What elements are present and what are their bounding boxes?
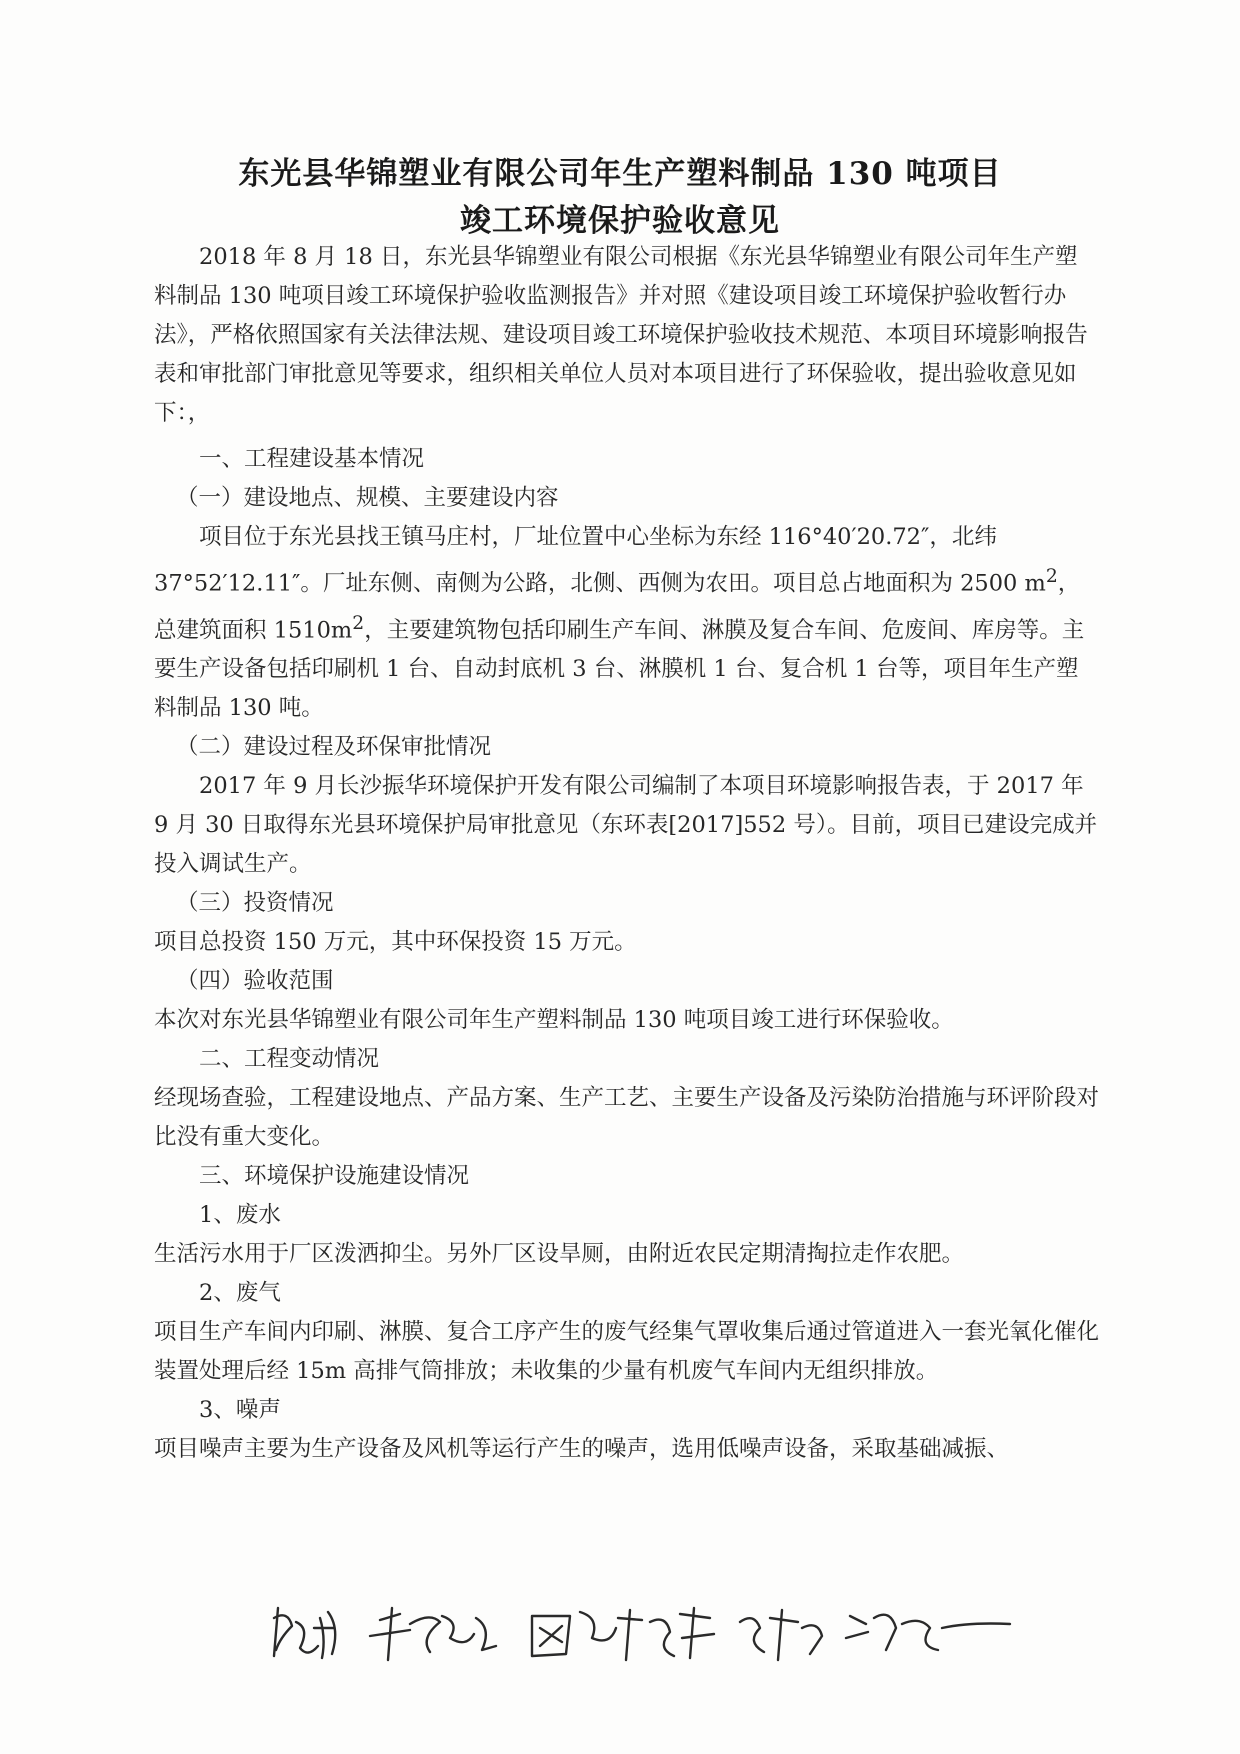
section-3-3-paragraph: 项目噪声主要为生产设备及风机等运行产生的噪声，选用低噪声设备，采取基础减振、 xyxy=(154,1436,1010,1462)
section-3-1-paragraph: 生活污水用于厂区泼洒抑尘。另外厂区设旱厕，由附近农民定期清掏拉走作农肥。 xyxy=(154,1241,965,1267)
section-1-2-heading: （二）建设过程及环保审批情况 xyxy=(176,734,492,760)
section-1-1-text-a: 项目位于东光县找王镇马庄村，厂址位置中心坐标为东经 116°40′20.72″，北纬 37°52′12.11″。厂址东侧、南侧为公路，北侧、西侧为农田。项目总占地面积为 2500 m xyxy=(154,524,1046,597)
section-3-3-heading: 3、噪声 xyxy=(199,1397,281,1423)
intro-paragraph: 2018 年 8 月 18 日，东光县华锦塑业有限公司根据《东光县华锦塑业有限公司年生产塑料制品 130 吨项目竣工环境保护验收监测报告》并对照《建设项目竣工环境保护验收暂行办法》，严格依照国家有关法律法规、建设项目竣工环境保护验收技术规范、本项目环境影响报告表和审批部门审批意见等要求，组织相关单位人员对本项目进行了环保验收，提出验收意见如下：， xyxy=(154,244,1088,426)
section-1-4-paragraph: 本次对东光县华锦塑业有限公司年生产塑料制品 130 吨项目竣工进行环保验收。 xyxy=(154,1007,954,1033)
section-1-1-text-b: ，总建筑面积 1510m xyxy=(154,570,1081,643)
section-3-1-heading: 1、废水 xyxy=(199,1202,281,1228)
section-1-3-paragraph: 项目总投资 150 万元，其中环保投资 15 万元。 xyxy=(154,929,637,955)
section-1-2-paragraph: 2017 年 9 月长沙振华环境保护开发有限公司编制了本项目环境影响报告表，于 2017 年 9 月 30 日取得东光县环境保护局审批意见（东环表[2017]552 号）。目前，项目已建设完成并投入调试生产。 xyxy=(154,773,1098,877)
document-body xyxy=(154,238,1099,1469)
section-1-3-heading: （三）投资情况 xyxy=(176,890,334,916)
section-3-2-heading: 2、废气 xyxy=(199,1280,281,1306)
section-1-1-text-c: ，主要建筑物包括印刷生产车间、淋膜及复合车间、危废间、库房等。主要生产设备包括印刷机 1 台、自动封底机 3 台、淋膜机 1 台、复合机 1 台等，项目年生产塑料制品 130 吨。 xyxy=(154,617,1085,721)
document-title-line-2: 竣工环境保护验收意见 xyxy=(460,203,780,239)
section-1-1-paragraph xyxy=(154,518,1099,728)
superscript-2: 2 xyxy=(352,612,365,634)
section-1-1-heading: （一）建设地点、规模、主要建设内容 xyxy=(176,485,559,511)
section-3-2-paragraph: 项目生产车间内印刷、淋膜、复合工序产生的废气经集气罩收集后通过管道进入一套光氧化催化装置处理后经 15m 高排气筒排放；未收集的少量有机废气车间内无组织排放。 xyxy=(154,1319,1100,1384)
section-2-heading: 二、工程变动情况 xyxy=(199,1046,380,1072)
section-2-paragraph: 经现场查验，工程建设地点、产品方案、生产工艺、主要生产设备及污染防治措施与环评阶段对比没有重大变化。 xyxy=(154,1085,1100,1150)
handwritten-signatures xyxy=(270,1598,1030,1668)
section-3-heading: 三、环境保护设施建设情况 xyxy=(199,1163,470,1189)
section-1-heading: 一、工程建设基本情况 xyxy=(199,446,425,472)
document-title-line-1: 东光县华锦塑业有限公司年生产塑料制品 130 吨项目 xyxy=(238,156,1002,192)
signature-scribbles-icon xyxy=(270,1598,1030,1668)
superscript-2: 2 xyxy=(1045,566,1058,587)
section-1-4-heading: （四）验收范围 xyxy=(176,968,334,994)
